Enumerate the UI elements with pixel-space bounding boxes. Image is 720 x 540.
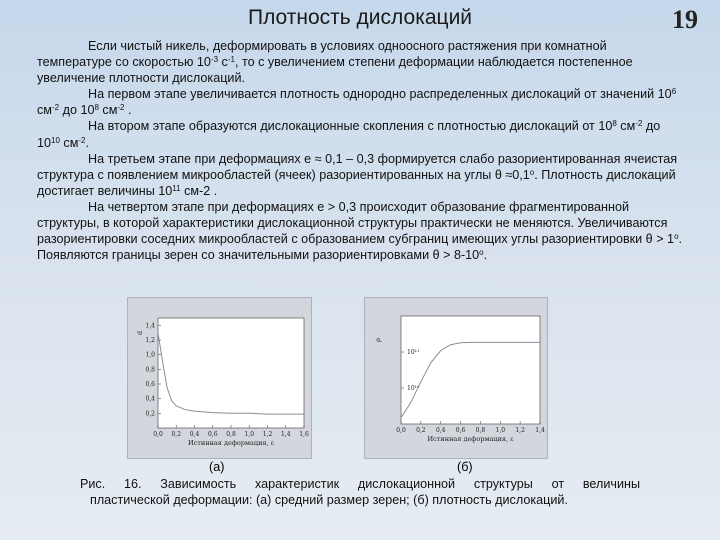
- x-tick-label-a: 1,6: [299, 431, 309, 438]
- x-tick-label-a: 0,6: [207, 431, 218, 438]
- p1-exp-1: -3: [210, 55, 219, 65]
- x-tick-label-b: 1,2: [515, 427, 525, 434]
- p3-exp-3: 10: [51, 135, 60, 145]
- p3-exp-2: -2: [635, 119, 643, 129]
- x-tick-label-a: 0,0: [153, 431, 163, 438]
- x-tick-label-b: 0,6: [455, 427, 466, 434]
- y-tick-label-a: 0,2: [145, 410, 155, 418]
- y-tick-label-b: 10¹⁰: [407, 385, 420, 392]
- caption-line-2: пластической деформации: (а) средний размер зерен; (б) плотность дислокаций.: [90, 493, 568, 507]
- p1-exp-2: -1: [227, 55, 235, 65]
- p5-text-c: .: [483, 248, 488, 263]
- p3-text-a: На втором этапе образуются дислокационные скопления с плотностью дислокаций от 10: [88, 119, 613, 134]
- p2-exp-4: -2: [117, 103, 125, 113]
- paragraph-3: [37, 118, 682, 150]
- p2-text-e: .: [124, 103, 132, 118]
- p3-exp-1: 8: [612, 119, 617, 129]
- p5-text-a: На четвертом этапе при деформациях e > 0,3 происходит образование фрагментированной структуры, в которой характеристики дислокационной структуры практически не меняются. Увеличиваются разориентировки соседних микрообластей с образованием субграниц имеющих углы разориентировки θ > 1: [37, 199, 675, 247]
- x-tick-label-a: 0,8: [226, 431, 236, 438]
- p2-text-b: см: [37, 103, 52, 118]
- x-tick-label-b: 1,0: [495, 427, 506, 434]
- x-tick-label-a: 0,2: [171, 431, 182, 438]
- figure-caption: [80, 476, 640, 508]
- x-tick-label-a: 1,0: [244, 431, 255, 438]
- p5-exp-2: o: [479, 248, 484, 258]
- x-tick-label-b: 0,8: [475, 427, 486, 434]
- figure-b-label: (б): [457, 460, 473, 474]
- p2-exp-3: 8: [94, 103, 99, 113]
- p1-text-b: с: [218, 55, 228, 70]
- p3-text-c: до 10: [37, 119, 661, 150]
- p2-text-d: см: [98, 103, 118, 118]
- y-tick-label-a: 0,4: [145, 395, 155, 403]
- p4-text-b: . Плотность дислокаций достигает величины 10: [37, 167, 676, 198]
- paragraph-1: [37, 38, 682, 86]
- p3-exp-4: -2: [78, 135, 86, 145]
- p4-text-a: На третьем этапе при деформациях e ≈ 0,1 – 0,3 формируется слабо разориентированная ячеистая структура с появлением микрообластей (ячеек) разориентированных на углы θ ≈0,1: [37, 151, 678, 182]
- figure-a-grain-size: [127, 297, 312, 459]
- p3-text-b: см: [616, 119, 636, 134]
- p4-text-c: см-2 .: [180, 183, 218, 198]
- paragraph-4: [37, 151, 682, 199]
- plot-area-b: [401, 316, 540, 424]
- figure-a-label: (а): [209, 460, 225, 474]
- p1-text-a: Если чистый никель, деформировать в условиях одноосного растяжения при комнатной температуре со скоростью 10: [37, 39, 607, 70]
- plot-area-a: [158, 318, 304, 428]
- p4-exp-1: o: [529, 167, 535, 177]
- y-tick-label-a: 0,8: [145, 366, 155, 374]
- p5-text-b: . Появляются границы зерен со значительными разориентировками θ > 8-10: [37, 232, 683, 263]
- paragraph-5: [37, 199, 682, 263]
- y-tick-label-a: 0,6: [145, 381, 155, 388]
- x-tick-label-b: 0,2: [416, 427, 426, 434]
- p1-text-c: , то с увеличением степени деформации наблюдается постепенное увеличение плотности дислокаций.: [37, 55, 633, 86]
- p2-exp-2: -2: [51, 103, 60, 113]
- x-tick-label-b: 0,4: [435, 427, 446, 434]
- p3-text-d: см: [59, 135, 79, 150]
- slide-title: Плотность дислокаций: [247, 6, 473, 29]
- p4-exp-2: 11: [172, 183, 181, 193]
- x-axis-label-b: Истинная деформация, ε: [427, 435, 514, 443]
- y-tick-label-a: 1,0: [145, 351, 155, 359]
- chart-b-svg: [365, 298, 547, 458]
- p3-text-e: .: [85, 135, 90, 150]
- p2-text-c: до 10: [59, 103, 95, 118]
- x-tick-label-a: 0,4: [189, 431, 200, 438]
- x-axis-label-a: Истинная деформация, ε: [188, 439, 274, 447]
- x-tick-label-a: 1,2: [262, 431, 273, 438]
- p2-exp-1: 6: [671, 87, 677, 97]
- caption-line-1: Рис. 16. Зависимость характеристик дислокационной структуры от величины: [80, 477, 640, 491]
- p2-text-a: На первом этапе увеличивается плотность однородно распределенных дислокаций от значений 10: [88, 87, 672, 102]
- y-tick-label-b: 10¹¹: [407, 349, 420, 356]
- chart-a-svg: [128, 298, 311, 458]
- y-axis-label-b: ρ: [374, 338, 382, 342]
- x-tick-label-a: 1,4: [280, 431, 291, 438]
- x-tick-label-b: 0,0: [396, 427, 406, 434]
- body-text: [37, 38, 682, 263]
- paragraph-2: [37, 86, 682, 118]
- x-tick-label-b: 1,4: [535, 427, 545, 434]
- y-axis-label-a: d: [136, 330, 144, 336]
- figure-b-dislocation-density: [364, 297, 548, 459]
- y-tick-label-a: 1,2: [145, 337, 155, 344]
- page-number: 19: [672, 5, 698, 34]
- y-tick-label-a: 1,4: [145, 322, 155, 330]
- p5-exp-1: o: [674, 232, 679, 242]
